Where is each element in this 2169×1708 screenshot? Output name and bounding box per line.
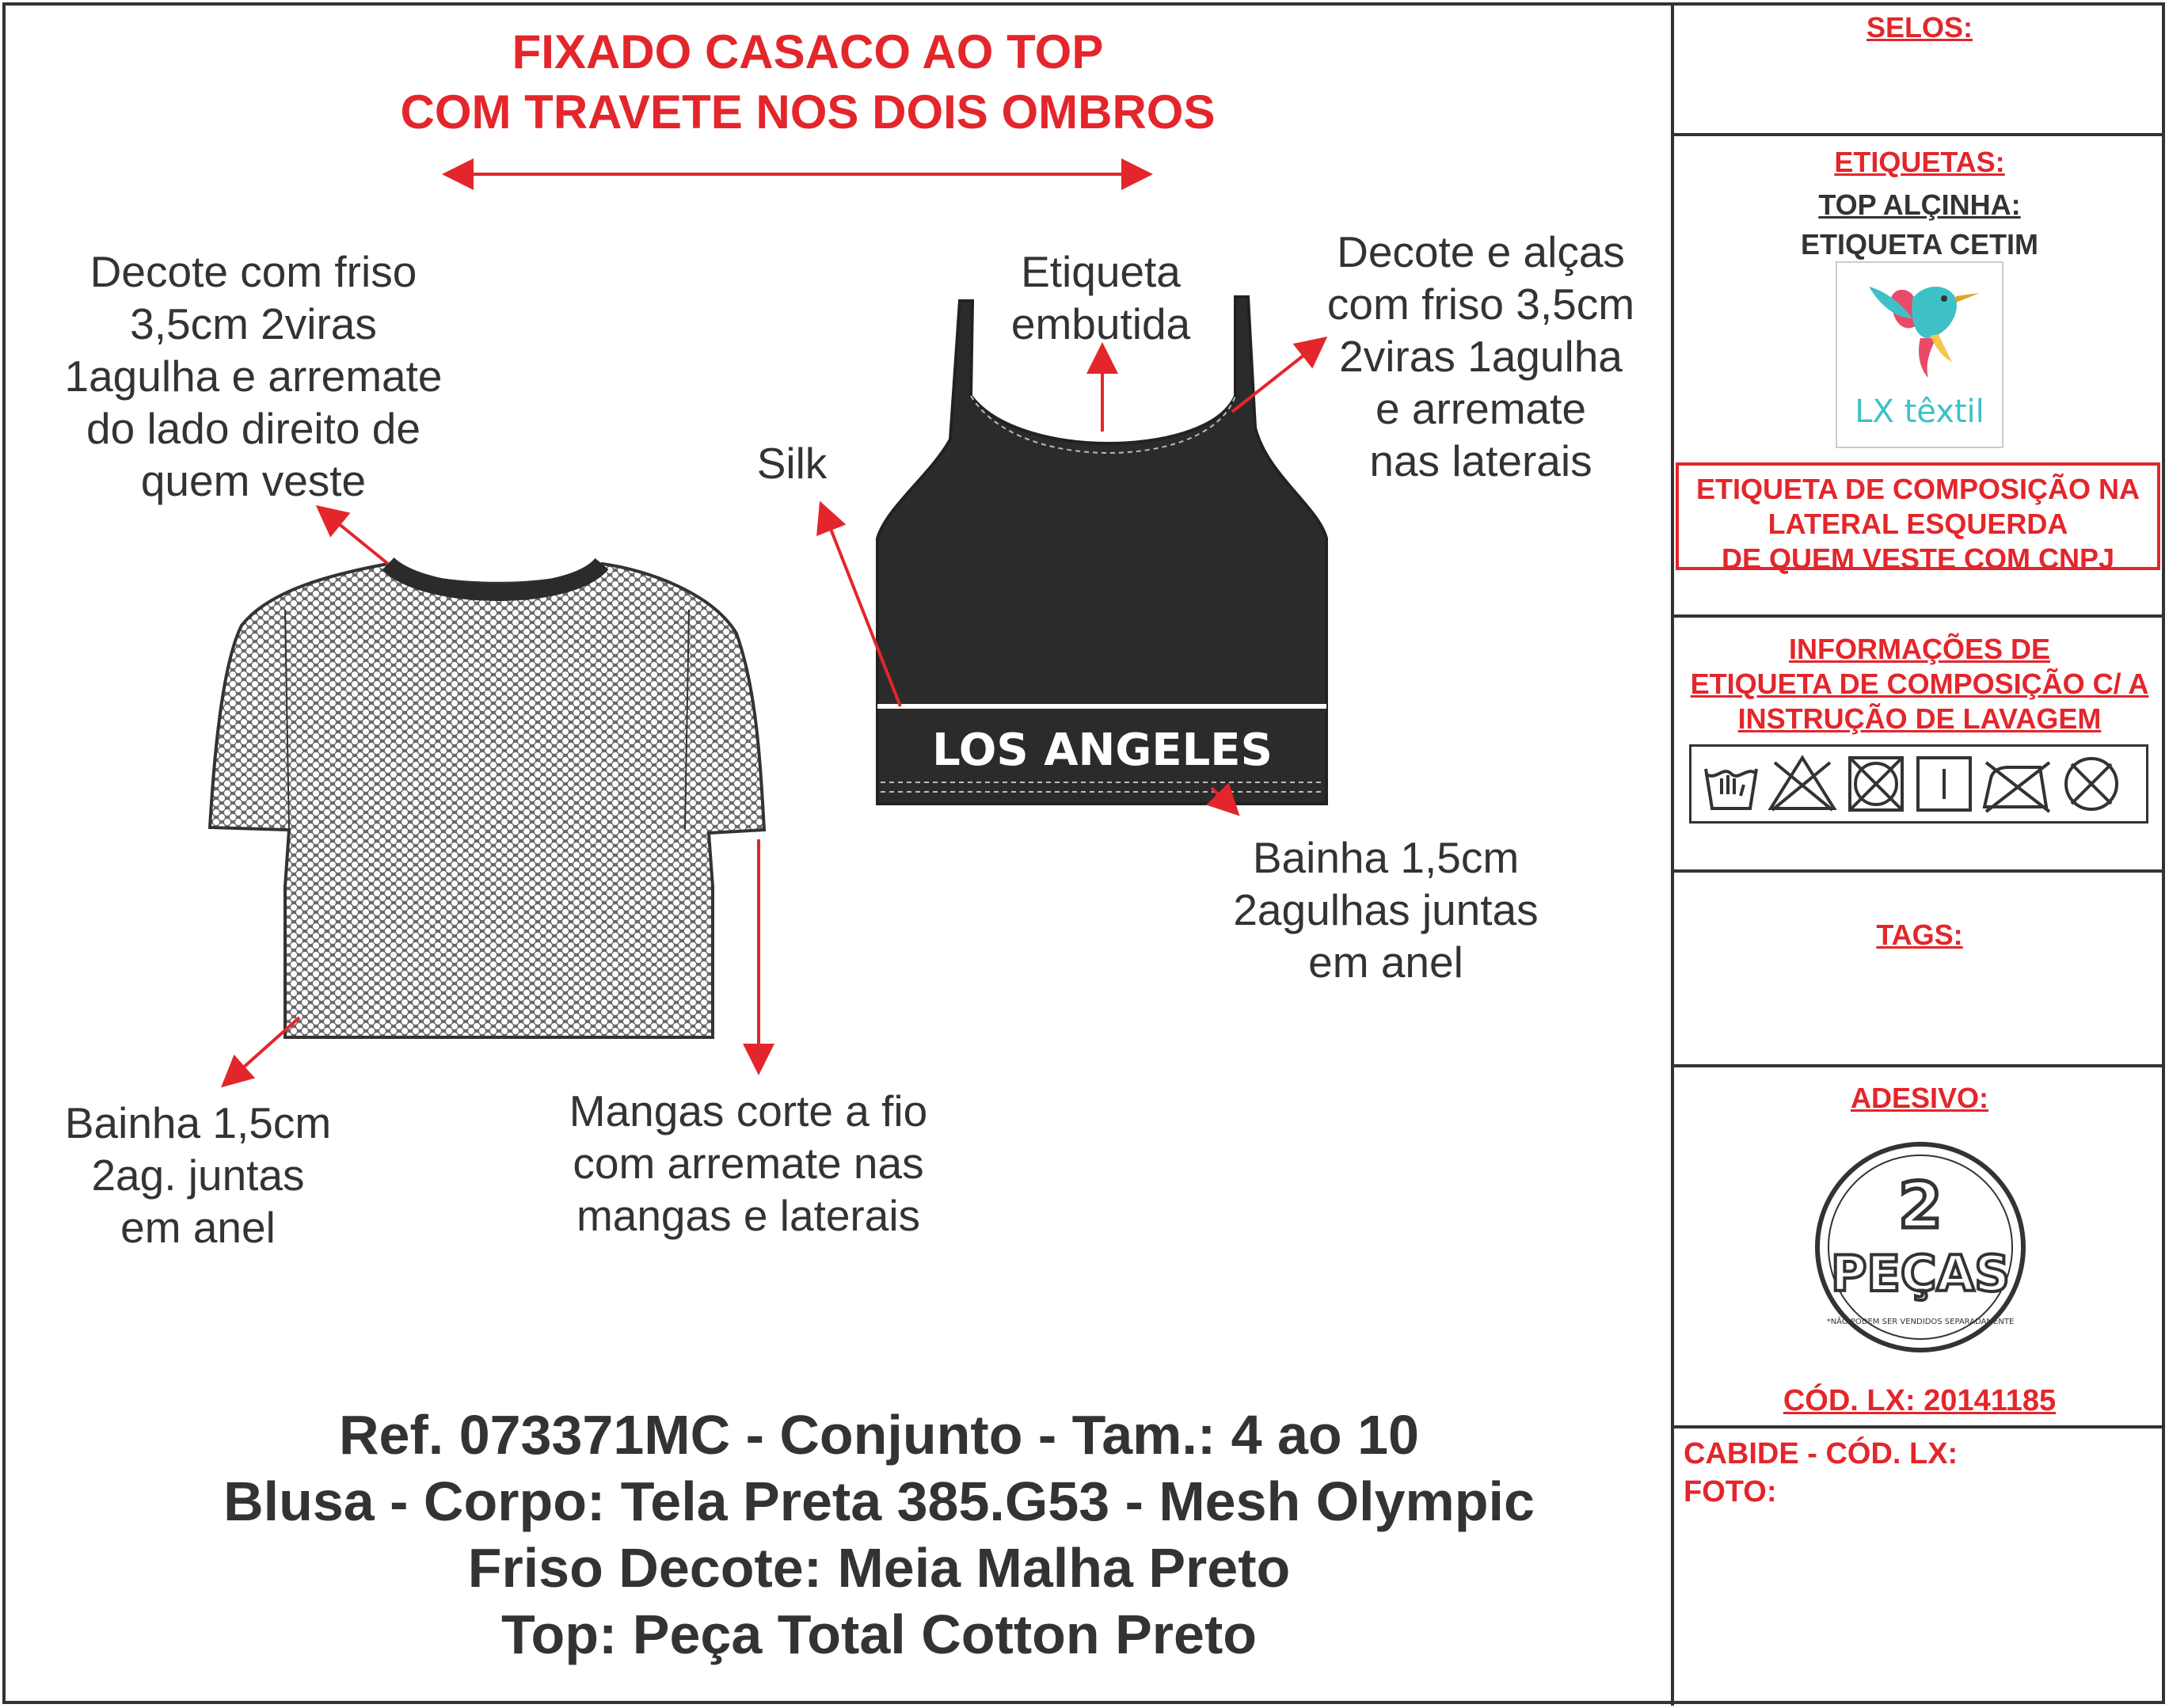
top-print-text: LOS ANGELES <box>932 725 1273 776</box>
top-alcinha-label: TOP ALÇINHA: <box>1818 188 2021 221</box>
two-pieces-sticker <box>1813 1140 2027 1354</box>
line-dry-icon <box>1918 758 1970 810</box>
foto-label: FOTO: <box>1684 1475 1777 1508</box>
sidebar-row-divider <box>1672 869 2165 873</box>
note-etiqueta-embutida: Etiqueta embutida <box>1010 247 1191 348</box>
brand-label <box>1836 261 2003 448</box>
note-bainha-top: Bainha 1,5cm 2agulhas juntas em anel <box>1233 833 1539 987</box>
note-mangas: Mangas corte a fio com arremate nas mangas e laterais <box>569 1086 928 1240</box>
composicao-box: ETIQUETA DE COMPOSIÇÃO NA LATERAL ESQUERDA DE QUEM VESTE COM CNPJ <box>1676 462 2160 570</box>
sidebar-row-divider <box>1672 614 2165 618</box>
title-line-2: COM TRAVETE NOS DOIS OMBROS <box>400 86 1216 139</box>
reference-block <box>95 1402 1663 1668</box>
hummingbird-logo <box>1837 263 2005 398</box>
sticker-number: 2 <box>1898 1169 1943 1242</box>
no-iron-icon <box>1984 763 2049 812</box>
note-decote-alcas: Decote e alças com friso 3,5cm 2viras 1agulha e arremate nas laterais <box>1326 227 1635 485</box>
selos-heading: SELOS: <box>1866 11 1973 44</box>
no-tumble-dry-icon <box>1850 758 1902 810</box>
ref-line-2: Blusa - Corpo: Tela Preta 385.G53 - Mesh Olympic <box>223 1470 1535 1532</box>
ref-line-1: Ref. 073371MC - Conjunto - Tam.: 4 ao 10 <box>339 1404 1419 1466</box>
cabide-label: CABIDE - CÓD. LX: <box>1684 1437 1958 1470</box>
title-line-1: FIXADO CASACO AO TOP <box>512 25 1104 78</box>
tags-heading: TAGS: <box>1876 919 1963 951</box>
etiquetas-heading: ETIQUETAS: <box>1834 146 2005 178</box>
note-bainha-blusa: Bainha 1,5cm 2ag. juntas em anel <box>64 1098 332 1252</box>
cod-lx: CÓD. LX: 20141185 <box>1783 1384 2057 1417</box>
arrow-bainha-blusa <box>226 1018 299 1083</box>
ref-line-3: Friso Decote: Meia Malha Preto <box>467 1537 1291 1599</box>
sidebar-row-divider <box>1672 1064 2165 1067</box>
tshirt-drawing <box>210 564 764 1037</box>
arrow-decote-blusa <box>321 509 388 564</box>
note-decote-blusa: Decote com friso 3,5cm 2viras 1agulha e arremate do lado direito de quem veste <box>64 247 443 505</box>
brand-name: LX têxtil <box>1855 394 1984 430</box>
note-silk: Silk <box>756 439 828 488</box>
wash-symbols <box>1689 744 2148 824</box>
adesivo-heading: ADESIVO: <box>1850 1082 1989 1114</box>
etiqueta-cetim-label: ETIQUETA CETIM <box>1801 228 2038 261</box>
sidebar-row-divider <box>1672 133 2165 136</box>
sticker-word: PEÇAS <box>1831 1245 2010 1303</box>
no-bleach-icon <box>1771 758 1834 810</box>
ref-line-4: Top: Peça Total Cotton Preto <box>500 1603 1258 1665</box>
sticker-small-text: *NÃO PODEM SER VENDIDOS SEPARADAMENTE <box>1826 1318 2015 1326</box>
sidebar-row-divider <box>1672 1425 2165 1428</box>
informacoes-heading: INFORMAÇÕES DE ETIQUETA DE COMPOSIÇÃO C/ A INSTRUÇÃO DE LAVAGEM <box>1690 633 2149 735</box>
cabide-block <box>1684 1435 1958 1511</box>
hand-wash-icon <box>1706 769 1756 808</box>
no-dry-clean-icon <box>2066 759 2117 809</box>
